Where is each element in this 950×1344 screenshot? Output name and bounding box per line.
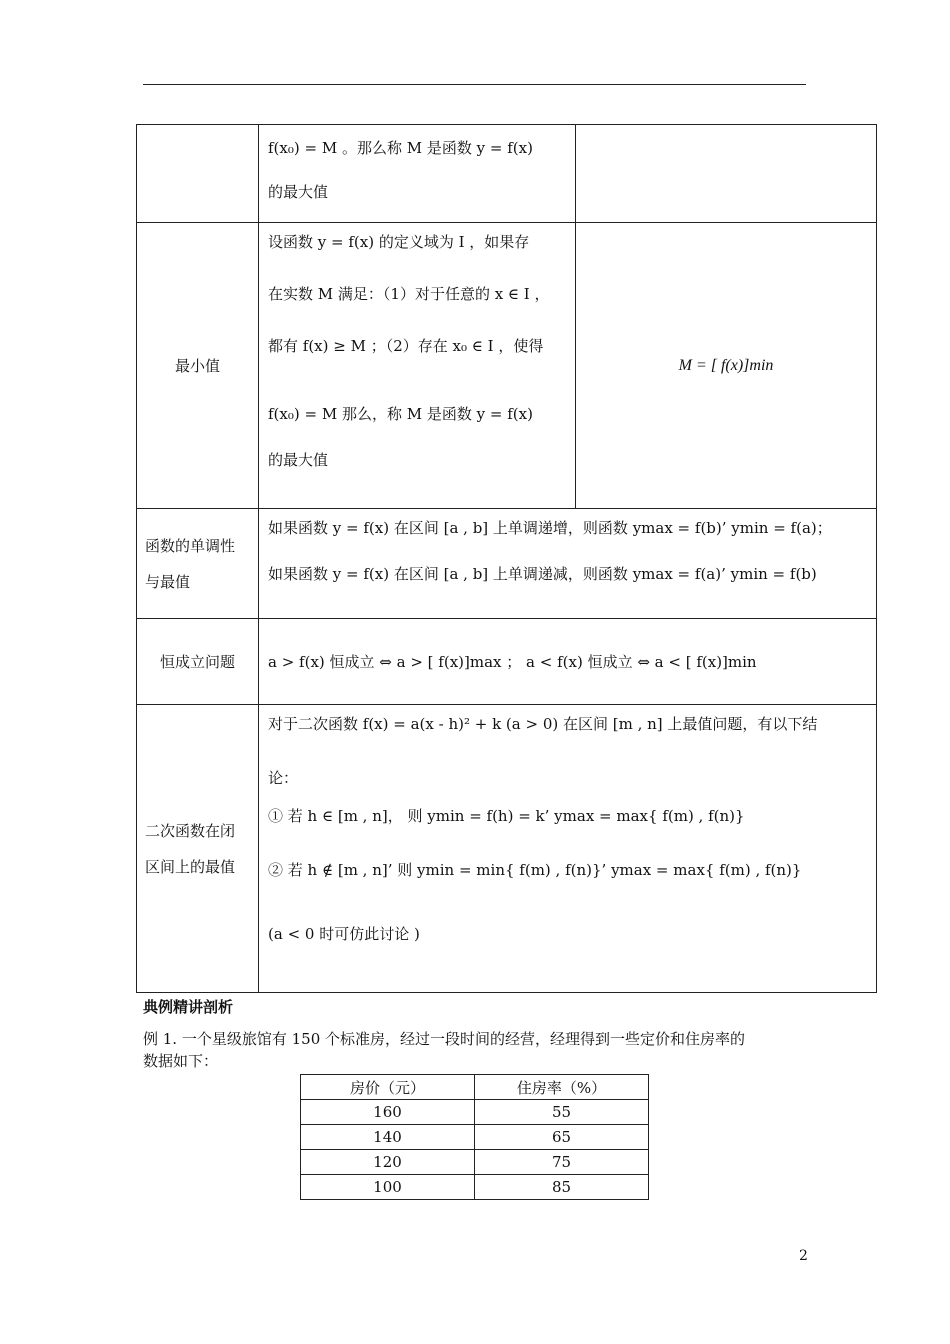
header-rule xyxy=(143,84,806,85)
summary-table xyxy=(136,124,877,993)
table-row xyxy=(137,509,877,619)
definition-line: 的最大值 xyxy=(268,451,329,469)
definition-line: 论： xyxy=(268,769,299,787)
definition-cell xyxy=(259,705,877,993)
table-row xyxy=(137,125,877,223)
formula-cell: M = [ f(x)]min xyxy=(576,223,877,509)
table-row xyxy=(301,1125,649,1150)
table-cell: 160 xyxy=(301,1100,475,1125)
table-cell: 120 xyxy=(301,1150,475,1175)
definition-line: 对于二次函数 f(x) = a(x - h)² + k (a > 0) 在区间 [m , n] 上最值问题，有以下结 xyxy=(268,715,818,733)
definition-line: f(x₀) = M 那么，称 M 是函数 y = f(x) xyxy=(268,405,533,423)
row-label: 恒成立问题 xyxy=(137,619,259,705)
definition-line: 设函数 y = f(x) 的定义域为 I ，如果存 xyxy=(268,233,530,251)
definition-line: 的最大值 xyxy=(268,183,329,201)
definition-line: 在实数 M 满足：（1）对于任意的 x ∈ I ， xyxy=(268,285,550,303)
row-label xyxy=(137,125,259,223)
row-label-line: 与最值 xyxy=(145,572,191,591)
column-header: 住房率（%） xyxy=(475,1075,649,1100)
table-cell: 85 xyxy=(475,1175,649,1200)
row-label-line: 二次函数在闭 xyxy=(145,821,236,840)
table-row xyxy=(301,1100,649,1125)
row-label xyxy=(137,705,259,993)
formula-cell xyxy=(576,125,877,223)
column-header: 房价（元） xyxy=(301,1075,475,1100)
example-text xyxy=(143,1028,823,1072)
table-cell: 100 xyxy=(301,1175,475,1200)
definition-line: f(x₀) = M 。那么称 M 是函数 y = f(x) xyxy=(268,139,533,157)
table-row xyxy=(137,705,877,993)
section-title: 典例精讲剖析 xyxy=(143,998,234,1016)
definition-cell xyxy=(259,619,877,705)
table-row xyxy=(137,619,877,705)
row-label xyxy=(137,509,259,619)
definition-cell xyxy=(259,509,877,619)
table-cell: 140 xyxy=(301,1125,475,1150)
definition-line: (a < 0 时可仿此讨论 ) xyxy=(268,925,420,943)
example-line: 例 1. 一个星级旅馆有 150 个标准房，经过一段时间的经营，经理得到一些定价和住房率的 xyxy=(143,1030,746,1048)
definition-cell xyxy=(259,125,576,223)
row-label-line: 区间上的最值 xyxy=(145,857,236,876)
definition-line: ② 若 h ∉ [m , n]’ 则 ymin = min{ f(m) , f(n)}’ ymax = max{ f(m) , f(n)} xyxy=(268,861,802,879)
definition-line: 都有 f(x) ≥ M ；（2）存在 x₀ ∈ I ，使得 xyxy=(268,337,544,355)
definition-line: 如果函数 y = f(x) 在区间 [a , b] 上单调递增，则函数 ymax = f(b)’ ymin = f(a)； xyxy=(268,519,832,537)
table-row xyxy=(301,1175,649,1200)
definition-line: 如果函数 y = f(x) 在区间 [a , b] 上单调递减，则函数 ymax = f(a)’ ymin = f(b) xyxy=(268,565,817,583)
row-label-line: 函数的单调性 xyxy=(145,536,236,555)
table-header-row xyxy=(301,1075,649,1100)
page-number: 2 xyxy=(799,1248,808,1264)
table-cell: 55 xyxy=(475,1100,649,1125)
table-cell: 75 xyxy=(475,1150,649,1175)
definition-line: ① 若 h ∈ [m , n]， 则 ymin = f(h) = k’ ymax = max{ f(m) , f(n)} xyxy=(268,807,745,825)
definition-cell xyxy=(259,223,576,509)
table-row xyxy=(137,223,877,509)
row-label: 最小值 xyxy=(137,223,259,509)
example-line: 数据如下： xyxy=(143,1052,219,1070)
definition-line: a > f(x) 恒成立 ⇔ a > [ f(x)]max ； a < f(x) 恒成立 ⇔ a < [ f(x)]min xyxy=(268,652,757,671)
table-cell: 65 xyxy=(475,1125,649,1150)
table-row xyxy=(301,1150,649,1175)
price-table xyxy=(300,1074,649,1200)
